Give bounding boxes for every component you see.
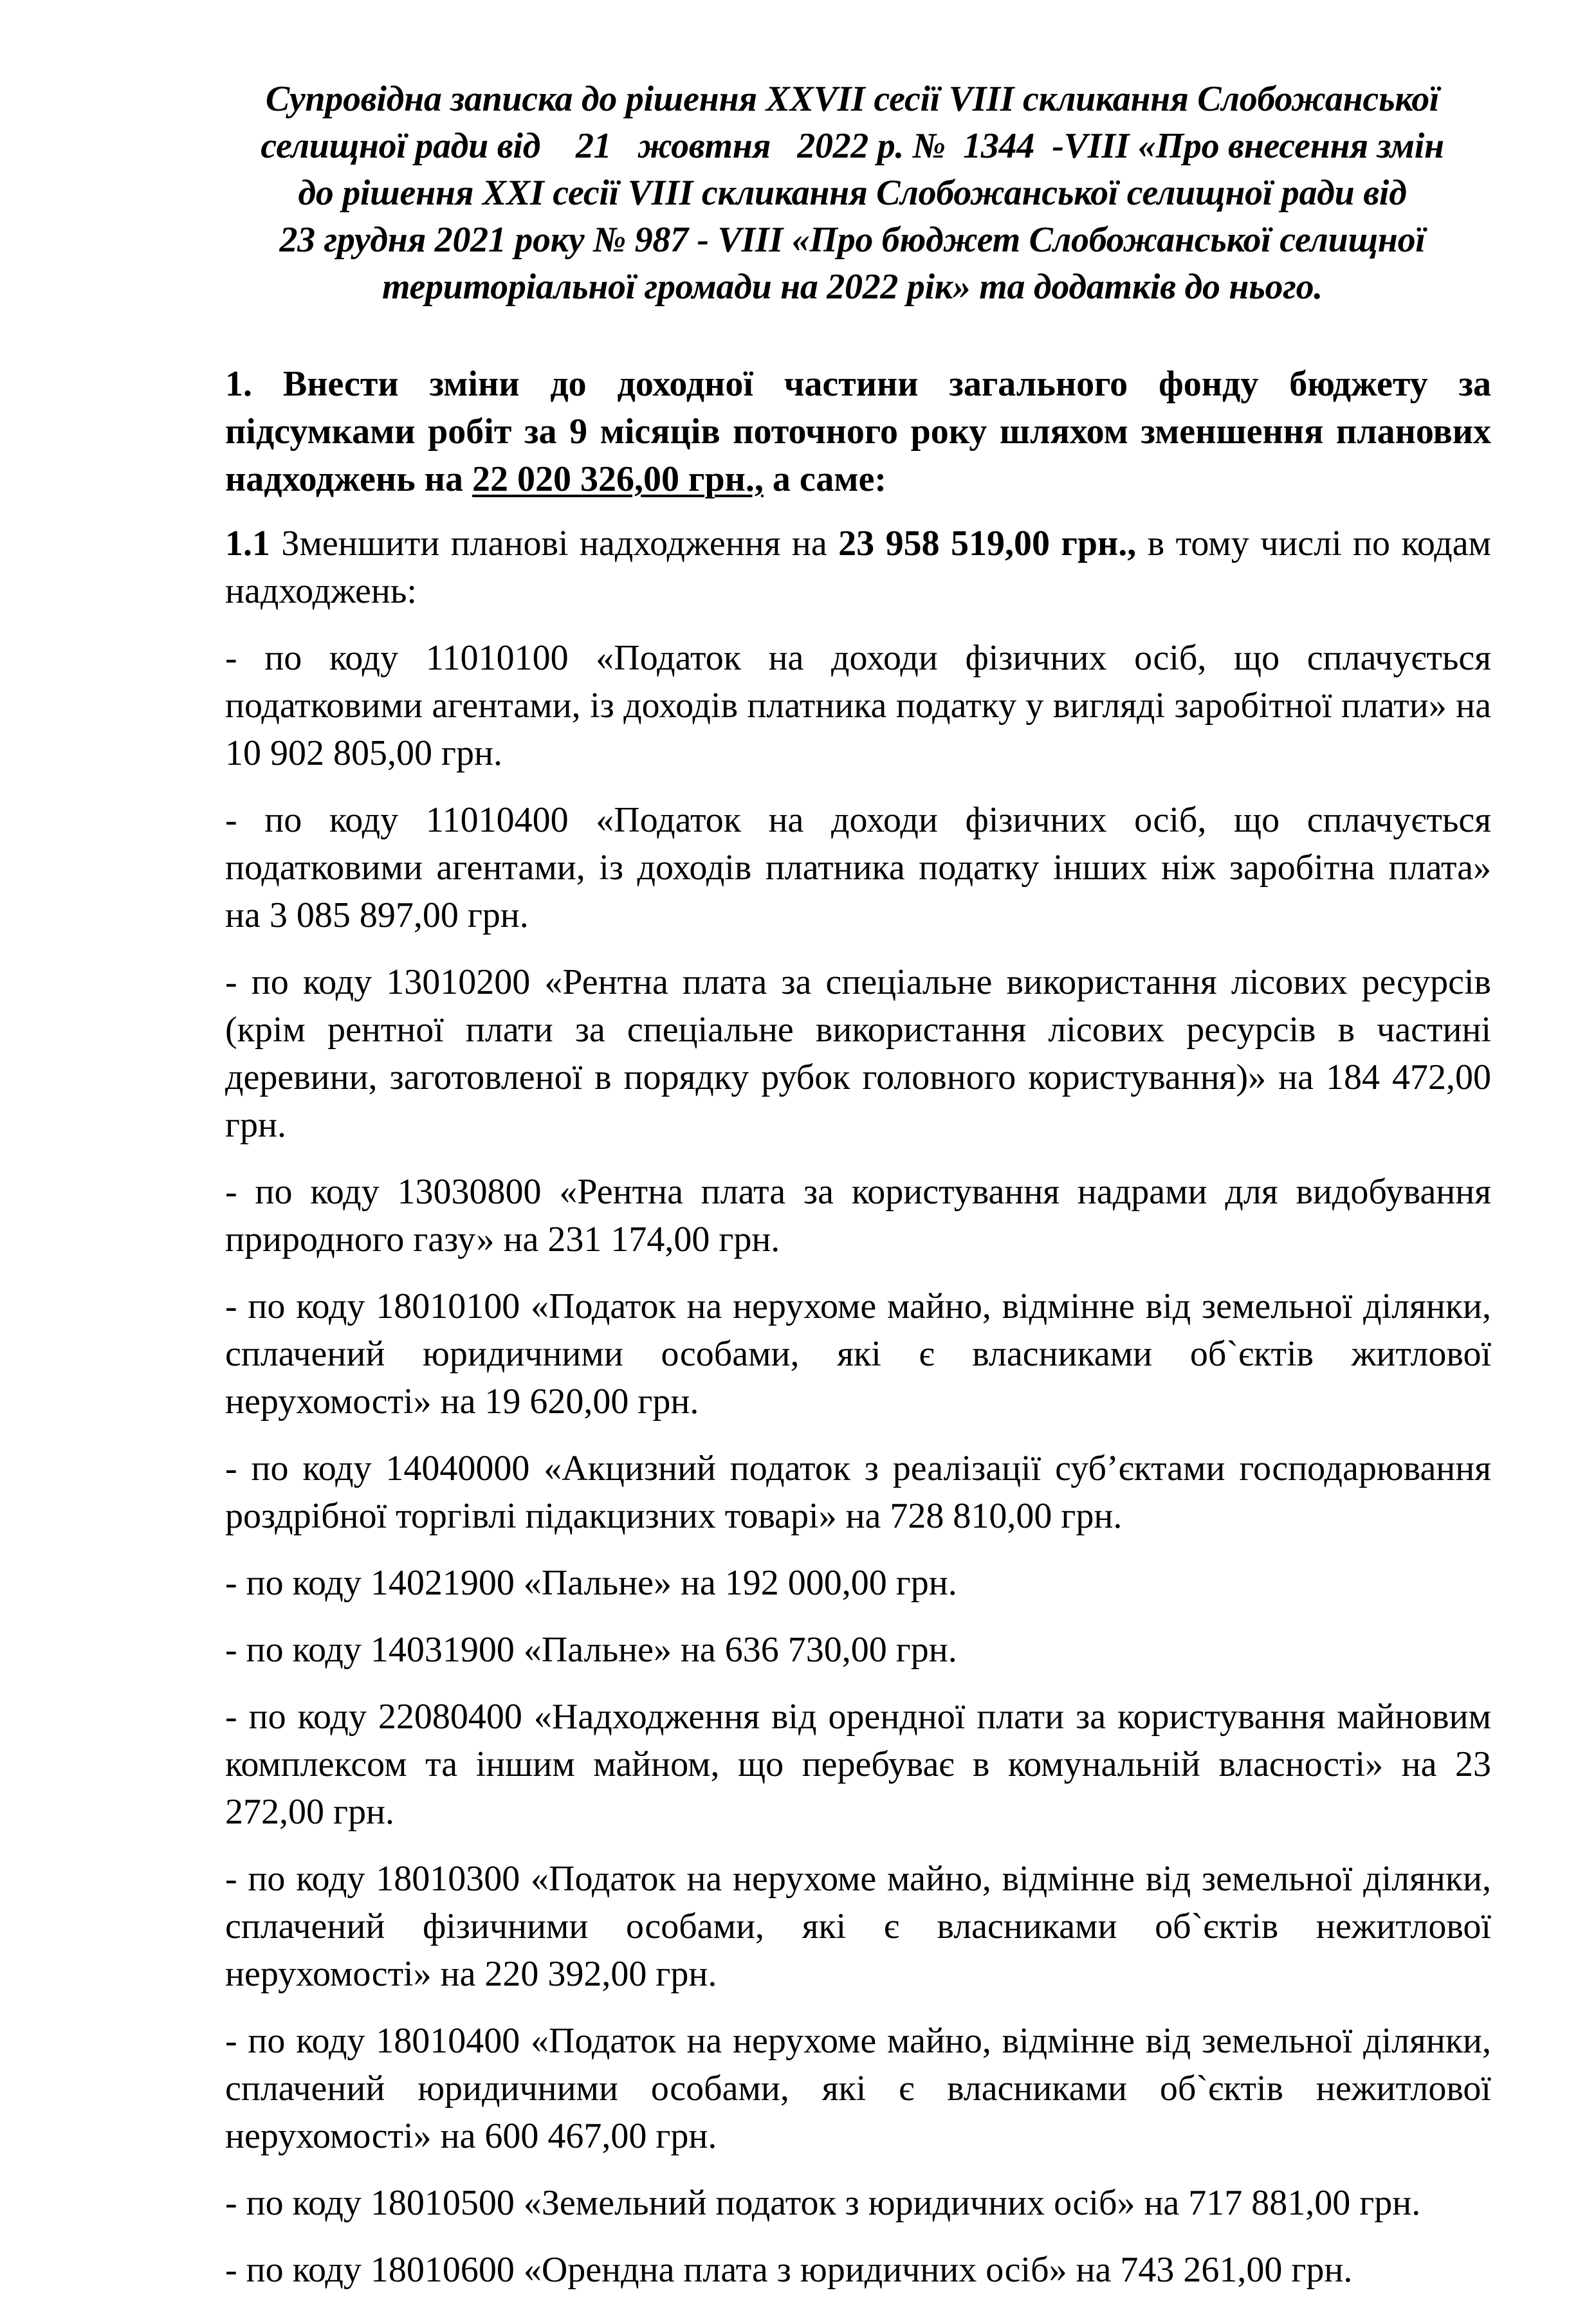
revenue-code-item: - по коду 18010500 «Земельний податок з юридичних осіб» на 717 881,00 грн.	[225, 2183, 1421, 2223]
section-1-1-text-after: в тому числі по кодам надходжень:	[225, 524, 1491, 611]
section-1-total-amount: 22 020 326,00 грн.,	[472, 459, 764, 499]
revenue-code-item: - по коду 11010100 «Податок на доходи фізичних осіб, що сплачується податковими агентами, із доходів платника податку у вигляді заробітної плати» на 10 902 805,00 грн.	[225, 638, 1491, 773]
revenue-code-item: - по коду 18010300 «Податок на нерухоме майно, відмінне від земельної ділянки, сплачений фізичними особами, які є власниками об`єктів нежитлової нерухомості» на 220 392,00 грн.	[225, 1859, 1491, 1994]
section-1-paragraph	[225, 360, 1491, 503]
title-line: селищної ради від 21 жовтня 2022 р. № 1344 -VIII «Про внесення змін	[261, 126, 1444, 166]
document-body	[225, 360, 1491, 2313]
revenue-code-item: - по коду 13010200 «Рентна плата за спеціальне використання лісових ресурсів (крім рентної плати за спеціальне використання лісових ресурсів в частині деревини, заготовленої в порядку рубок головного користування)» на 184 472,00 грн.	[225, 962, 1491, 1145]
title-line: Супровідна записка до рішення XXVII сесії VIII скликання Слобожанської	[265, 79, 1440, 119]
revenue-code-item: - по коду 18010600 «Орендна плата з юридичних осіб» на 743 261,00 грн.	[225, 2250, 1353, 2290]
revenue-code-item: - по коду 14040000 «Акцизний податок з реалізації суб’єктами господарювання роздрібної торгівлі підакцизних товарі» на 728 810,00 грн.	[225, 1449, 1491, 1536]
revenue-code-item: - по коду 18010400 «Податок на нерухоме майно, відмінне від земельної ділянки, сплачений юридичними особами, які є власниками об`єктів нежитлової нерухомості» на 600 467,00 грн.	[225, 2021, 1491, 2156]
section-1-1-amount: 23 958 519,00 грн.,	[838, 524, 1137, 563]
document-title	[212, 76, 1492, 311]
revenue-code-item: - по коду 14021900 «Пальне» на 192 000,00 грн.	[225, 1563, 957, 1603]
revenue-code-item: - по коду 13030800 «Рентна плата за користування надрами для видобування природного газу» на 231 174,00 грн.	[225, 1172, 1491, 1259]
section-1-suffix: а саме:	[763, 459, 887, 499]
revenue-code-item: - по коду 18010100 «Податок на нерухоме майно, відмінне від земельної ділянки, сплачений юридичними особами, які є власниками об`єктів житлової нерухомості» на 19 620,00 грн.	[225, 1286, 1491, 1422]
section-1-text: 1. Внести зміни до доходної частини загального фонду бюджету за підсумками робіт за 9 місяців поточного року шляхом зменшення планових надходжень на	[225, 364, 1491, 499]
title-line: 23 грудня 2021 року № 987 - VIII «Про бюджет Слобожанської селищної	[279, 220, 1426, 260]
section-1-1-number: 1.1	[225, 524, 270, 563]
section-1-1-text: Зменшити планові надходження на	[270, 524, 839, 563]
revenue-code-item: - по коду 14031900 «Пальне» на 636 730,00 грн.	[225, 1630, 957, 1670]
title-line: до рішення XXI сесії VIII скликання Слобожанської селищної ради від	[298, 173, 1407, 213]
revenue-code-item: - по коду 11010400 «Податок на доходи фізичних осіб, що сплачується податковими агентами, із доходів платника податку інших ніж заробітна плата» на 3 085 897,00 грн.	[225, 800, 1491, 935]
title-line: територіальної громади на 2022 рік» та додатків до нього.	[382, 267, 1323, 307]
revenue-code-item: - по коду 22080400 «Надходження від орендної плати за користування майновим комплексом та іншим майном, що перебуває в комунальній власності» на 23 272,00 грн.	[225, 1697, 1491, 1832]
section-1-1-paragraph	[225, 520, 1491, 615]
